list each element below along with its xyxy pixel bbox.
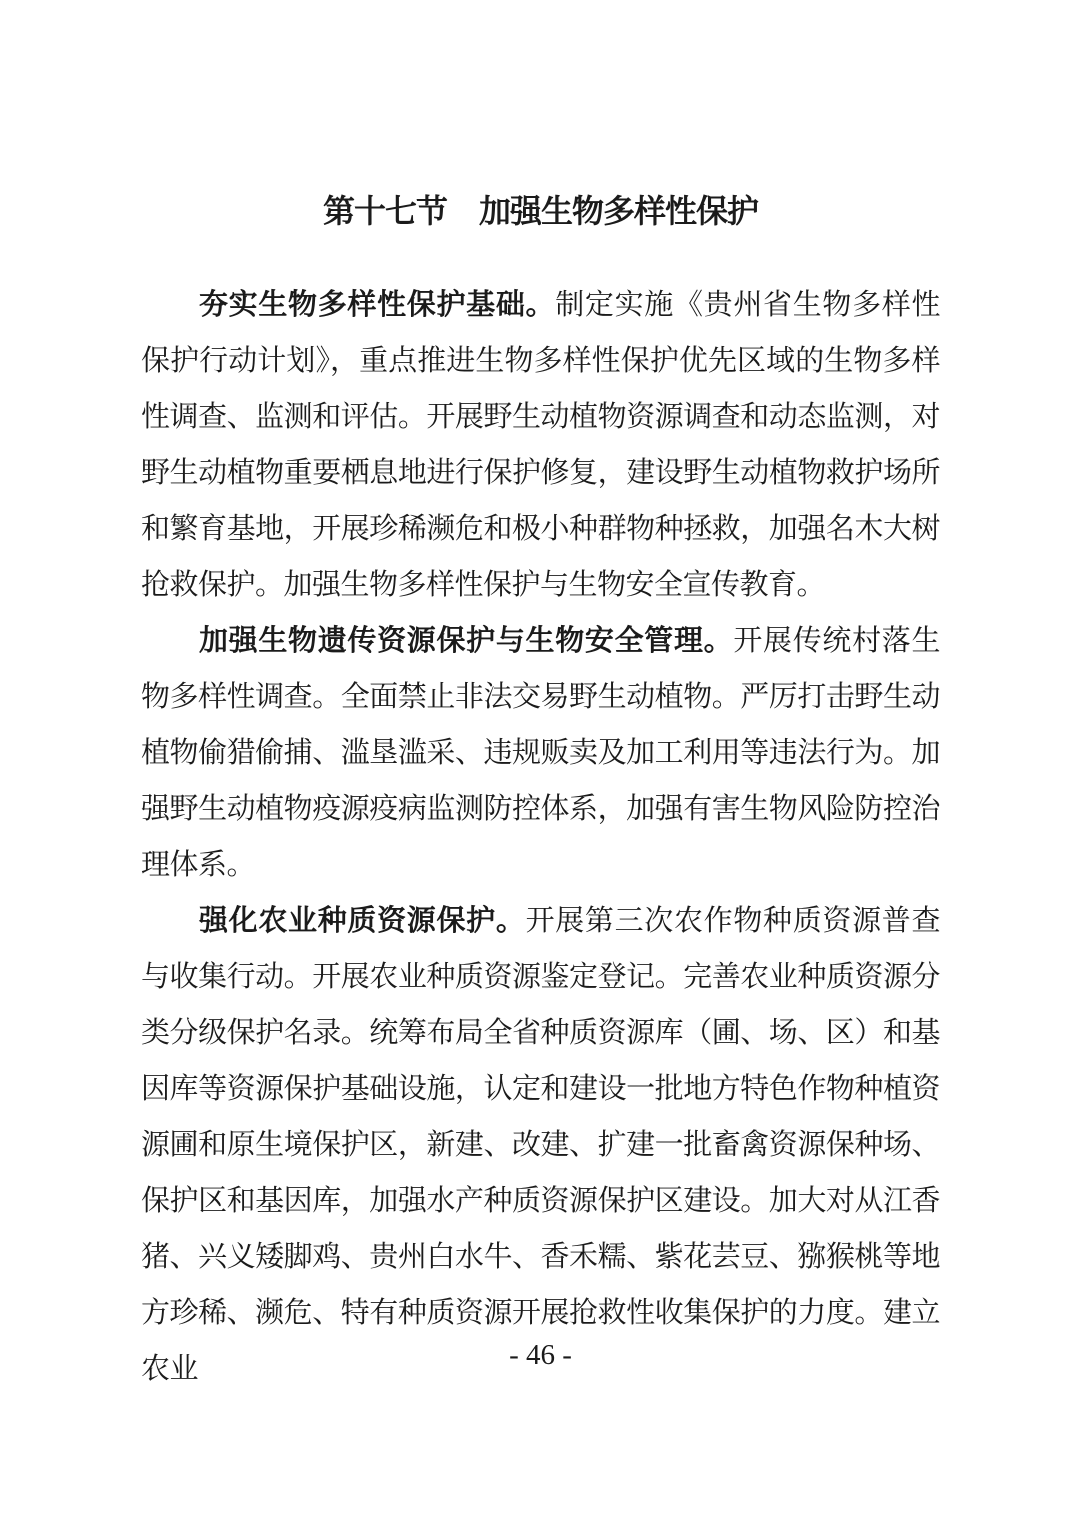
paragraph-3-lead: 强化农业种质资源保护。	[199, 905, 526, 937]
paragraph-2-lead: 加强生物遗传资源保护与生物安全管理。	[199, 625, 734, 657]
paragraph-3-text: 开展第三次农作物种质资源普查与收集行动。开展农业种质资源鉴定登记。完善农业种质资源分类分级保护名录。统筹布局全省种质资源库（圃、场、区）和基因库等资源保护基础设施，认定和建设一批地方特色作物种植资源圃和原生境保护区，新建、改建、扩建一批畜禽资源保种场、保护区和基因库，加强水产种质资源保护区建设。加大对从江香猪、兴义矮脚鸡、贵州白水牛、香禾糯、紫花芸豆、猕猴桃等地方珍稀、濒危、特有种质资源开展抢救性收集保护的力度。建立农业	[141, 905, 940, 1385]
paragraph-agricultural-germplasm	[141, 893, 940, 1397]
paragraph-biodiversity-foundation	[141, 277, 940, 613]
section-heading: 加强生物多样性保护	[479, 193, 759, 229]
page-number: - 46 -	[509, 1339, 572, 1371]
paragraph-1-text: 制定实施《贵州省生物多样性保护行动计划》，重点推进生物多样性保护优先区域的生物多样性调查、监测和评估。开展野生动植物资源调查和动态监测，对野生动植物重要栖息地进行保护修复，建设野生动植物救护场所和繁育基地，开展珍稀濒危和极小种群物种拯救，加强名木大树抢救保护。加强生物多样性保护与生物安全宣传教育。	[141, 289, 940, 601]
paragraph-2-text: 开展传统村落生物多样性调查。全面禁止非法交易野生动植物。严厉打击野生动植物偷猎偷捕、滥垦滥采、违规贩卖及加工利用等违法行为。加强野生动植物疫源疫病监测防控体系，加强有害生物风险防控治理体系。	[141, 625, 940, 881]
paragraph-1-lead: 夯实生物多样性保护基础。	[199, 289, 556, 321]
page-title	[141, 190, 940, 232]
section-number: 第十七节	[322, 193, 447, 229]
document-body	[141, 277, 940, 1397]
paragraph-genetic-resources	[141, 613, 940, 893]
